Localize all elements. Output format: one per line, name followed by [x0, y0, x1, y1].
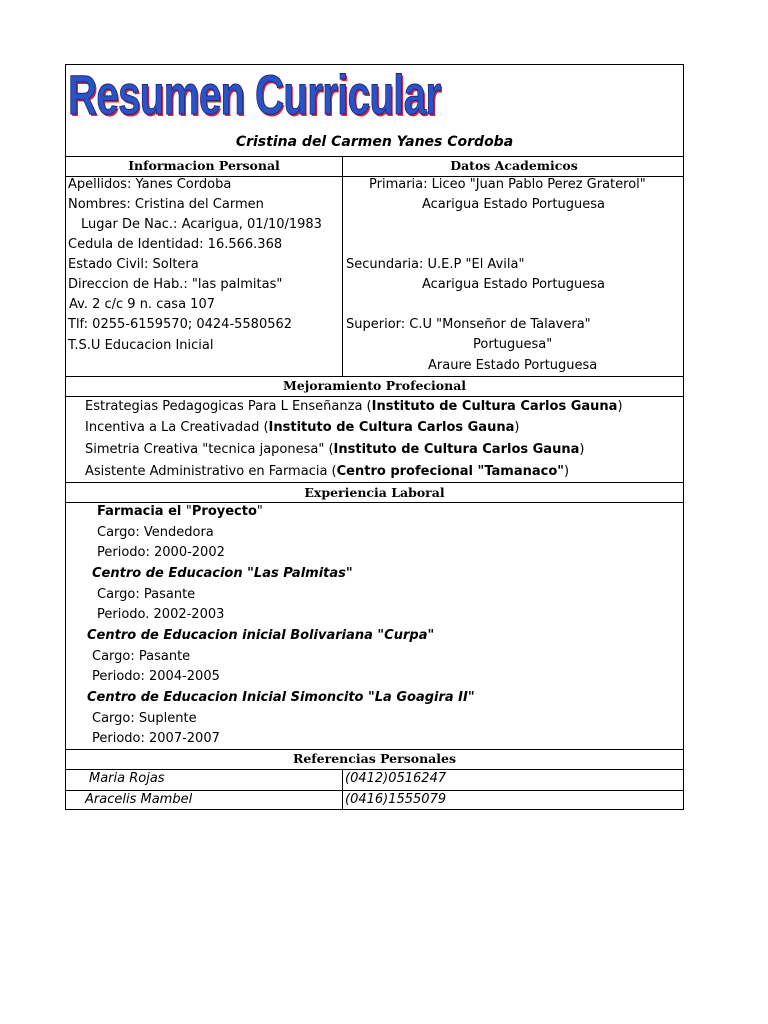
divider — [66, 376, 683, 377]
personal-line: Cedula de Identidad: 16.566.368 — [68, 237, 283, 252]
job-periodo: Periodo: 2004-2005 — [92, 669, 220, 684]
job-cargo: Cargo: Pasante — [97, 587, 196, 602]
course-paren: ) — [579, 442, 585, 457]
course-institution: Instituto de Cultura Carlos Gauna — [371, 399, 618, 414]
job-periodo: Periodo: 2000-2002 — [97, 545, 225, 560]
job-cargo: Cargo: Vendedora — [97, 525, 214, 540]
personal-line: Nombres: Cristina del Carmen — [68, 197, 264, 212]
academic-primaria: Primaria: Liceo "Juan Pablo Perez Graterol" — [369, 177, 646, 192]
academic-superior-line2: Portuguesa" — [473, 337, 553, 352]
job-place-part: Farmacia el — [97, 504, 186, 519]
course-name: Estrategias Pedagogicas Para L Enseñanza ( — [85, 399, 372, 414]
personal-line: Direccion de Hab.: "las palmitas" — [68, 277, 283, 292]
course-item — [85, 462, 569, 482]
course-name: Incentiva a La Creativadad ( — [85, 420, 269, 435]
job-cargo: Cargo: Suplente — [92, 711, 197, 726]
job-place-part: " — [185, 504, 192, 519]
personal-line: Av. 2 c/c 9 n. casa 107 — [69, 297, 215, 312]
course-paren: ) — [564, 464, 570, 479]
academic-superior-location: Araure Estado Portuguesa — [428, 358, 598, 373]
course-institution: Centro profecional "Tamanaco" — [336, 464, 565, 479]
reference-name: Maria Rojas — [89, 771, 165, 786]
divider — [66, 482, 683, 483]
course-name: Simetria Creativa "tecnica japonesa" ( — [85, 442, 334, 457]
course-paren: ) — [514, 420, 520, 435]
personal-line: T.S.U Educacion Inicial — [68, 338, 214, 353]
job-place: Centro de Educacion Inicial Simoncito "La Goagira II" — [87, 690, 475, 705]
job-cargo: Cargo: Pasante — [92, 649, 191, 664]
candidate-name: Cristina del Carmen Yanes Cordoba — [235, 134, 514, 150]
job-place — [97, 502, 263, 522]
page-title: Resumen Curricular — [68, 63, 441, 126]
personal-heading: Informacion Personal — [128, 158, 280, 173]
personal-line: Apellidos: Yanes Cordoba — [68, 177, 232, 192]
course-institution: Instituto de Cultura Carlos Gauna — [333, 442, 580, 457]
course-item — [85, 440, 584, 460]
academic-primaria-location: Acarigua Estado Portuguesa — [422, 197, 605, 212]
job-periodo: Periodo: 2007-2007 — [92, 731, 220, 746]
academic-secundaria-location: Acarigua Estado Portuguesa — [422, 277, 605, 292]
academic-superior: Superior: C.U "Monseñor de Talavera" — [346, 317, 591, 332]
course-paren: ) — [617, 399, 623, 414]
column-divider — [342, 769, 343, 810]
reference-name: Aracelis Mambel — [85, 792, 193, 807]
column-divider — [342, 156, 343, 376]
course-item — [85, 397, 623, 417]
personal-line: Estado Civil: Soltera — [68, 257, 199, 272]
job-periodo: Periodo. 2002-2003 — [97, 607, 225, 622]
personal-line: Lugar De Nac.: Acarigua, 01/10/1983 — [81, 217, 322, 232]
personal-line: Tlf: 0255-6159570; 0424-5580562 — [68, 317, 293, 332]
improvement-heading: Mejoramiento Profecional — [282, 378, 467, 393]
divider — [66, 749, 683, 750]
references-heading: Referencias Personales — [292, 751, 457, 766]
academic-heading: Datos Academicos — [450, 158, 578, 173]
experience-heading: Experiencia Laboral — [304, 485, 445, 500]
course-item — [85, 418, 519, 438]
title-banner — [68, 65, 585, 129]
course-name: Asistente Administrativo en Farmacia ( — [85, 464, 337, 479]
course-institution: Instituto de Cultura Carlos Gauna — [268, 420, 515, 435]
academic-secundaria: Secundaria: U.E.P "El Avila" — [346, 257, 525, 272]
reference-phone: (0412)0516247 — [345, 771, 447, 786]
job-place-part: " — [256, 504, 263, 519]
resume-table — [65, 64, 684, 810]
job-place: Centro de Educacion "Las Palmitas" — [92, 566, 353, 581]
job-place-part: Proyecto — [191, 504, 257, 519]
divider — [66, 156, 683, 157]
reference-phone: (0416)1555079 — [345, 792, 447, 807]
job-place: Centro de Educacion inicial Bolivariana "Curpa" — [87, 628, 435, 643]
